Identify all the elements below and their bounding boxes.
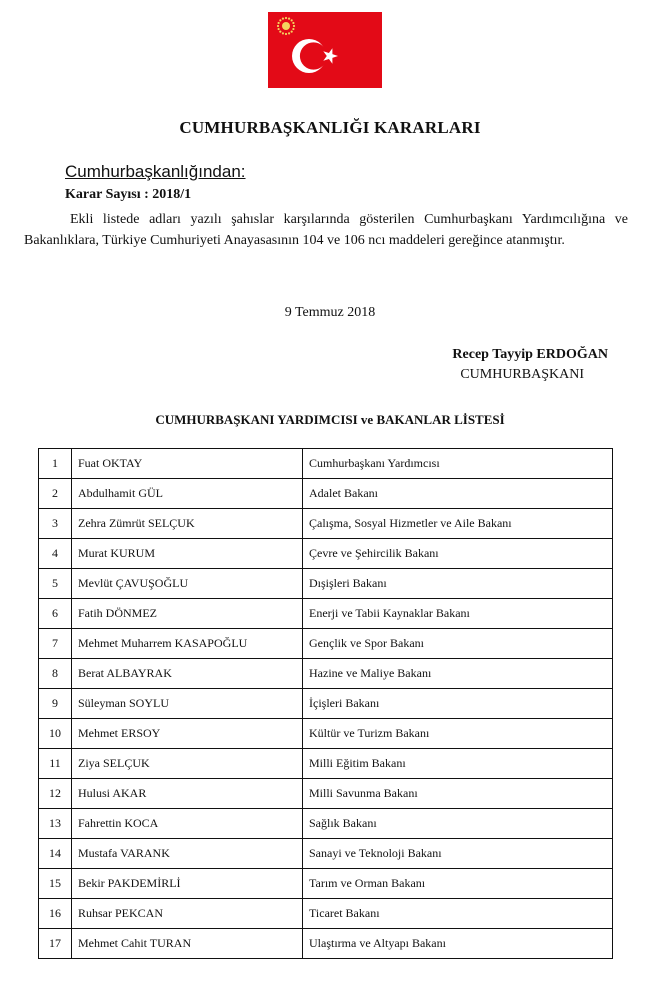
row-number: 6	[39, 599, 72, 629]
minister-position: İçişleri Bakanı	[303, 689, 613, 719]
issuing-authority: Cumhurbaşkanlığından:	[65, 162, 246, 181]
row-number: 5	[39, 569, 72, 599]
minister-name: Fahrettin KOCA	[72, 809, 303, 839]
row-number: 3	[39, 509, 72, 539]
table-row	[39, 539, 613, 569]
minister-position: Sanayi ve Teknoloji Bakanı	[303, 839, 613, 869]
minister-position: Milli Eğitim Bakanı	[303, 749, 613, 779]
minister-name: Süleyman SOYLU	[72, 689, 303, 719]
decision-date: 9 Temmuz 2018	[284, 305, 376, 320]
table-row	[39, 449, 613, 479]
decision-body: Ekli listede adları yazılı şahıslar karşılarında gösterilen Cumhurbaşkanı Yardımcılığına ve Bakanlıklara, Türkiye Cumhuriyeti Anayasasının 104 ve 106 ncı maddeleri gereğince atanmıştır.	[24, 212, 628, 248]
minister-position: Tarım ve Orman Bakanı	[303, 869, 613, 899]
row-number: 17	[39, 929, 72, 959]
minister-name: Murat KURUM	[72, 539, 303, 569]
table-row	[39, 899, 613, 929]
row-number: 9	[39, 689, 72, 719]
minister-name: Mehmet Muharrem KASAPOĞLU	[72, 629, 303, 659]
minister-position: Enerji ve Tabii Kaynaklar Bakanı	[303, 599, 613, 629]
list-title: CUMHURBAŞKANI YARDIMCISI ve BAKANLAR LİSTESİ	[155, 412, 505, 427]
row-number: 7	[39, 629, 72, 659]
minister-name: Mustafa VARANK	[72, 839, 303, 869]
table-row	[39, 839, 613, 869]
minister-name: Fuat OKTAY	[72, 449, 303, 479]
minister-name: Zehra Zümrüt SELÇUK	[72, 509, 303, 539]
table-row	[39, 689, 613, 719]
minister-name: Mevlüt ÇAVUŞOĞLU	[72, 569, 303, 599]
minister-name: Hulusi AKAR	[72, 779, 303, 809]
minister-name: Fatih DÖNMEZ	[72, 599, 303, 629]
minister-position: Milli Savunma Bakanı	[303, 779, 613, 809]
table-row	[39, 659, 613, 689]
signatory-title: CUMHURBAŞKANI	[460, 367, 584, 382]
row-number: 13	[39, 809, 72, 839]
minister-position: Sağlık Bakanı	[303, 809, 613, 839]
minister-position: Hazine ve Maliye Bakanı	[303, 659, 613, 689]
minister-name: Mehmet ERSOY	[72, 719, 303, 749]
minister-name: Berat ALBAYRAK	[72, 659, 303, 689]
minister-position: Adalet Bakanı	[303, 479, 613, 509]
minister-name: Abdulhamit GÜL	[72, 479, 303, 509]
row-number: 2	[39, 479, 72, 509]
table-row	[39, 479, 613, 509]
minister-position: Çalışma, Sosyal Hizmetler ve Aile Bakanı	[303, 509, 613, 539]
table-row	[39, 749, 613, 779]
row-number: 14	[39, 839, 72, 869]
minister-name: Ziya SELÇUK	[72, 749, 303, 779]
document-title: CUMHURBAŞKANLIĞI KARARLARI	[179, 118, 481, 137]
row-number: 11	[39, 749, 72, 779]
ministers-table	[38, 448, 613, 959]
minister-name: Ruhsar PEKCAN	[72, 899, 303, 929]
minister-position: Dışişleri Bakanı	[303, 569, 613, 599]
row-number: 1	[39, 449, 72, 479]
row-number: 10	[39, 719, 72, 749]
row-number: 4	[39, 539, 72, 569]
minister-position: Ticaret Bakanı	[303, 899, 613, 929]
decision-number: Karar Sayısı : 2018/1	[65, 187, 192, 202]
table-row	[39, 809, 613, 839]
row-number: 12	[39, 779, 72, 809]
table-row	[39, 869, 613, 899]
minister-position: Gençlik ve Spor Bakanı	[303, 629, 613, 659]
turkish-flag-icon	[268, 12, 382, 88]
table-row	[39, 509, 613, 539]
minister-position: Çevre ve Şehircilik Bakanı	[303, 539, 613, 569]
table-row	[39, 779, 613, 809]
minister-position: Cumhurbaşkanı Yardımcısı	[303, 449, 613, 479]
minister-name: Mehmet Cahit TURAN	[72, 929, 303, 959]
minister-position: Kültür ve Turizm Bakanı	[303, 719, 613, 749]
table-row	[39, 929, 613, 959]
row-number: 8	[39, 659, 72, 689]
table-row	[39, 629, 613, 659]
row-number: 16	[39, 899, 72, 929]
table-row	[39, 599, 613, 629]
minister-name: Bekir PAKDEMİRLİ	[72, 869, 303, 899]
table-row	[39, 719, 613, 749]
table-row	[39, 569, 613, 599]
minister-position: Ulaştırma ve Altyapı Bakanı	[303, 929, 613, 959]
signatory-name: Recep Tayyip ERDOĞAN	[452, 347, 608, 362]
row-number: 15	[39, 869, 72, 899]
